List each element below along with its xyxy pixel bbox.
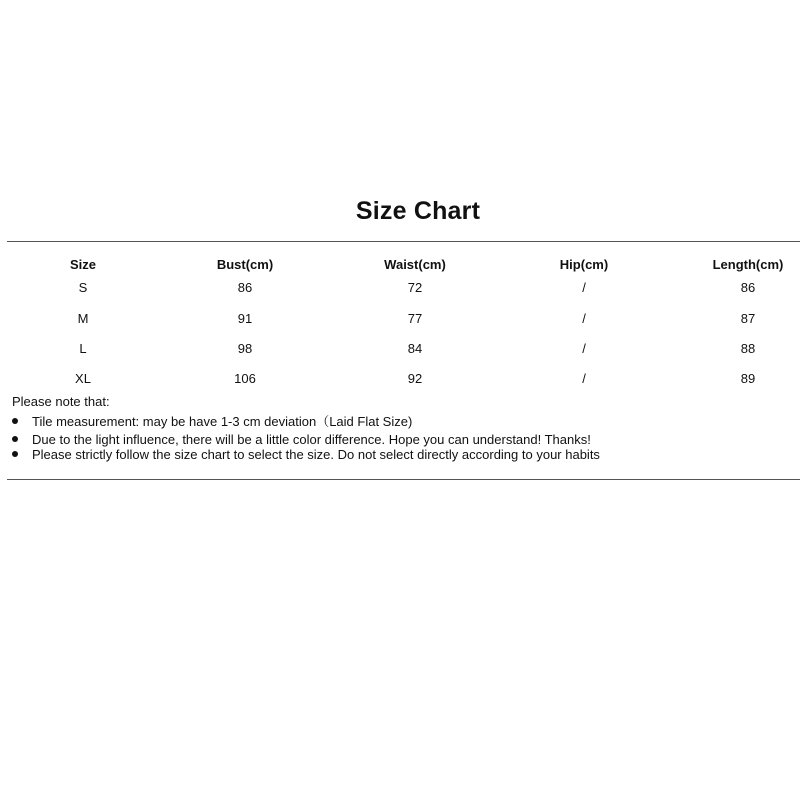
page-title: Size Chart xyxy=(355,197,481,225)
cell-size: L xyxy=(79,341,87,356)
bottom-divider xyxy=(7,479,800,480)
cell-waist: 72 xyxy=(407,280,423,295)
bullet-icon xyxy=(12,436,18,442)
cell-size: XL xyxy=(75,371,91,386)
cell-length: 86 xyxy=(740,280,756,295)
top-divider xyxy=(7,241,800,242)
note-item xyxy=(12,432,591,448)
note-text: Please strictly follow the size chart to select the size. Do not select directly according to your habits xyxy=(32,447,600,462)
cell-waist: 92 xyxy=(407,371,423,386)
cell-size: M xyxy=(77,311,89,326)
bullet-icon xyxy=(12,418,18,424)
cell-hip: / xyxy=(582,280,586,295)
bullet-icon xyxy=(12,451,18,457)
cell-bust: 98 xyxy=(237,341,253,356)
note-text: Tile measurement: may be have 1-3 cm deviation（Laid Flat Size) xyxy=(32,414,413,429)
note-item xyxy=(12,447,600,463)
cell-hip: / xyxy=(582,311,586,326)
notes-title: Please note that: xyxy=(12,394,110,409)
header-bust: Bust(cm) xyxy=(216,257,274,272)
note-item xyxy=(12,414,412,430)
cell-length: 87 xyxy=(740,311,756,326)
header-waist: Waist(cm) xyxy=(384,257,446,272)
cell-length: 88 xyxy=(740,341,756,356)
cell-bust: 106 xyxy=(234,371,256,386)
cell-bust: 91 xyxy=(237,311,253,326)
header-length: Length(cm) xyxy=(712,257,784,272)
cell-hip: / xyxy=(582,371,586,386)
header-hip: Hip(cm) xyxy=(559,257,609,272)
cell-waist: 77 xyxy=(407,311,423,326)
cell-size: S xyxy=(78,280,88,295)
cell-hip: / xyxy=(582,341,586,356)
cell-bust: 86 xyxy=(237,280,253,295)
cell-waist: 84 xyxy=(407,341,423,356)
header-size: Size xyxy=(69,257,96,272)
note-text: Due to the light influence, there will be a little color difference. Hope you can understand! Thanks! xyxy=(32,432,591,447)
cell-length: 89 xyxy=(740,371,756,386)
